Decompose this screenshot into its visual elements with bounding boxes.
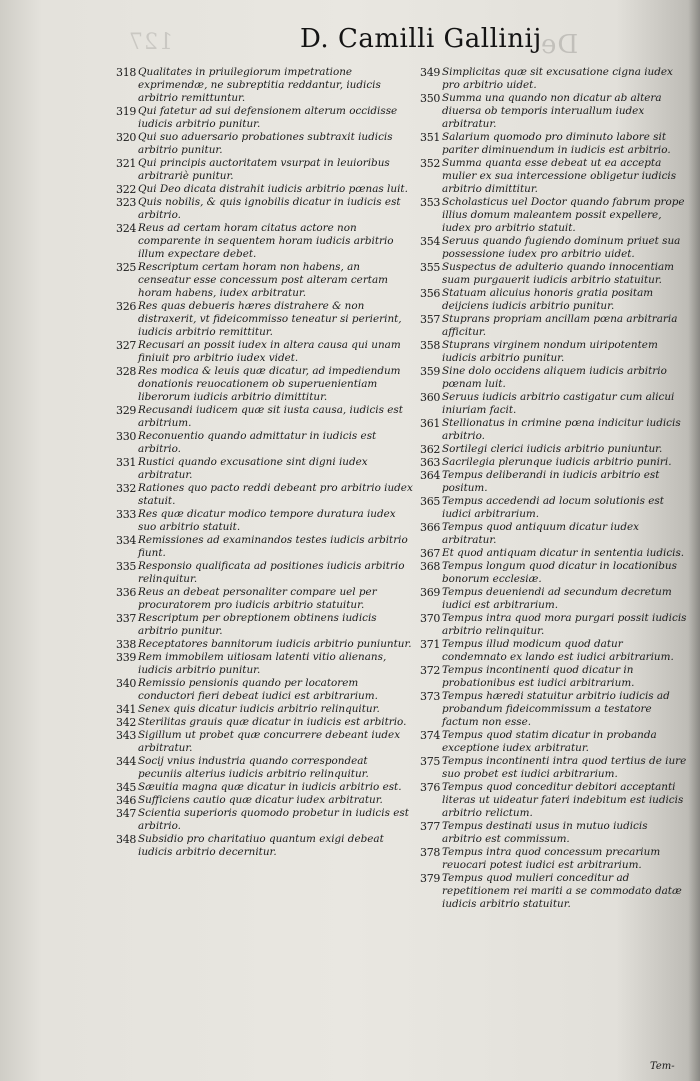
index-entry (116, 703, 414, 716)
entry-number: 348 (116, 833, 137, 846)
entry-number: 375 (420, 755, 441, 768)
entry-text: Salarium quomodo pro diminuto labore sit pariter diminuendum in iudicis est arbitrio. (442, 131, 671, 156)
entry-number: 358 (420, 339, 441, 352)
index-entry (420, 846, 690, 872)
index-entry (116, 105, 414, 131)
entry-number: 363 (420, 456, 441, 469)
running-head: D. Camilli Gallinij (300, 24, 542, 54)
entry-text: Summa quanta esse debeat ut ea accepta mulier ex sua intercessione obligetur iudicis arbitrio dimittitur. (442, 157, 677, 195)
entry-text: Tempus hæredi statuitur arbitrio iudicis ad probandum fideicommissum a testatore factum non esse. (442, 690, 670, 728)
entry-text: Remissiones ad examinandos testes iudicis arbitrio fiunt. (138, 534, 408, 559)
entry-number: 372 (420, 664, 441, 677)
catchword: Tem- (650, 1061, 675, 1072)
index-entry (116, 586, 414, 612)
entry-number: 338 (116, 638, 137, 651)
entry-text: Stuprans propriam ancillam pœna arbitraria afficitur. (442, 313, 678, 338)
entry-number: 360 (420, 391, 441, 404)
index-entry (116, 807, 414, 833)
entry-number: 366 (420, 521, 441, 534)
entry-number: 356 (420, 287, 441, 300)
index-entry (116, 729, 414, 755)
index-entry (116, 833, 414, 859)
index-entry (420, 157, 690, 196)
entry-text: Tempus incontinenti quod dicatur in probationibus est iudici arbitrarium. (442, 664, 635, 689)
entry-number: 327 (116, 339, 137, 352)
entry-number: 378 (420, 846, 441, 859)
entry-number: 354 (420, 235, 441, 248)
index-entry (420, 690, 690, 729)
entry-number: 351 (420, 131, 441, 144)
entry-number: 369 (420, 586, 441, 599)
index-entry (116, 183, 414, 196)
entry-text: Et quod antiquam dicatur in sententia iudicis. (442, 547, 685, 559)
entry-number: 345 (116, 781, 137, 794)
index-entry (116, 300, 414, 339)
entry-text: Tempus quod mulieri conceditur ad repetitionem rei mariti a se commodato datæ iudicis arbitrio statuitur. (442, 872, 682, 910)
entry-text: Tempus deliberandi in iudicis arbitrio est positum. (442, 469, 660, 494)
index-entry (420, 729, 690, 755)
entry-text: Sæuitia magna quæ dicatur in iudicis arbitrio est. (138, 781, 402, 793)
index-entry (116, 716, 414, 729)
entry-text: Tempus destinati usus in mutuo iudicis arbitrio est commissum. (442, 820, 648, 845)
entry-number: 364 (420, 469, 441, 482)
entry-number: 357 (420, 313, 441, 326)
entry-number: 367 (420, 547, 441, 560)
entry-number: 341 (116, 703, 137, 716)
entry-text: Tempus incontinenti intra quod tertius de iure suo probet est iudici arbitrarium. (442, 755, 687, 780)
entry-number: 368 (420, 560, 441, 573)
index-entry (116, 534, 414, 560)
entry-text: Rescriptum certam horam non habens, an censeatur esse concessum post alteram certam horam habens, iudex arbitratur. (138, 261, 389, 299)
index-entry (420, 755, 690, 781)
index-entry (116, 677, 414, 703)
index-entry (116, 404, 414, 430)
entry-text: Recusandi iudicem quæ sit iusta causa, iudicis est arbitrium. (138, 404, 403, 429)
index-entry (420, 469, 690, 495)
index-entry (116, 365, 414, 404)
entry-text: Tempus accedendi ad locum solutionis est iudici arbitrarium. (442, 495, 664, 520)
entry-number: 370 (420, 612, 441, 625)
entry-text: Sufficiens cautio quæ dicatur iudex arbitratur. (138, 794, 383, 806)
index-entry (116, 482, 414, 508)
entry-text: Res modica & leuis quæ dicatur, ad impediendum donationis reuocationem ob superuenientiam liberorum iudicis arbitrio dimittitur. (138, 365, 401, 403)
entry-number: 336 (116, 586, 137, 599)
index-entry (116, 131, 414, 157)
index-entry (420, 261, 690, 287)
entry-text: Responsio qualificata ad positiones iudicis arbitrio relinquitur. (138, 560, 405, 585)
entry-number: 328 (116, 365, 137, 378)
index-entry (116, 638, 414, 651)
index-entry (116, 196, 414, 222)
index-entry (420, 313, 690, 339)
index-entry (116, 508, 414, 534)
entry-text: Qui suo aduersario probationes subtraxit iudicis arbitrio punitur. (138, 131, 393, 156)
entry-text: Scientia superioris quomodo probetur in iudicis est arbitrio. (138, 807, 409, 832)
entry-text: Rustici quando excusatione sint digni iudex arbitratur. (138, 456, 368, 481)
entry-number: 365 (420, 495, 441, 508)
entry-number: 371 (420, 638, 441, 651)
entry-text: Qui Deo dicata distrahit iudicis arbitrio pœnas luit. (138, 183, 408, 195)
index-entry (420, 417, 690, 443)
entry-number: 324 (116, 222, 137, 235)
entry-number: 350 (420, 92, 441, 105)
entry-text: Tempus intra quod mora purgari possit iudicis arbitrio relinquitur. (442, 612, 687, 637)
index-entry (420, 547, 690, 560)
index-entry (116, 157, 414, 183)
index-entry (420, 638, 690, 664)
entry-text: Socij vnius industria quando correspondeat pecuniis alterius iudicis arbitrio relinquitur. (138, 755, 369, 780)
index-entry (116, 66, 414, 105)
index-entry (420, 339, 690, 365)
index-entry (116, 560, 414, 586)
entry-text: Scholasticus uel Doctor quando fabrum prope illius domum maleantem possit expellere, iudex pro arbitrio statuit. (442, 196, 685, 234)
entry-number: 376 (420, 781, 441, 794)
entry-number: 334 (116, 534, 137, 547)
index-entry (420, 66, 690, 92)
index-entry (116, 651, 414, 677)
index-entry (420, 820, 690, 846)
entry-number: 377 (420, 820, 441, 833)
entry-text: Tempus illud modicum quod datur condemnato ex lando est iudici arbitrarium. (442, 638, 674, 663)
index-entry (116, 261, 414, 300)
entry-text: Res quas debueris hæres distrahere & non distraxerit, vt fideicommisso teneatur si perierint, iudicis arbitrio remittitur. (138, 300, 402, 338)
entry-number: 344 (116, 755, 137, 768)
entry-text: Sigillum ut probet quæ concurrere debeant iudex arbitratur. (138, 729, 401, 754)
gutter-shadow (688, 0, 700, 1081)
index-entry (420, 196, 690, 235)
entry-text: Remissio pensionis quando per locatorem conductori fieri debeat iudici est arbitrarium. (138, 677, 378, 702)
entry-text: Sterilitas grauis quæ dicatur in iudicis est arbitrio. (138, 716, 407, 728)
index-entry (420, 235, 690, 261)
index-entry (116, 755, 414, 781)
entry-text: Qui fatetur ad sui defensionem alterum occidisse iudicis arbitrio punitur. (138, 105, 398, 130)
entry-text: Tempus longum quod dicatur in locationibus bonorum ecclesiæ. (442, 560, 677, 585)
entry-text: Tempus quod statim dicatur in probanda exceptione iudex arbitratur. (442, 729, 657, 754)
index-entry (420, 521, 690, 547)
index-entry (420, 131, 690, 157)
entry-number: 340 (116, 677, 137, 690)
entry-text: Qualitates in priuilegiorum impetratione exprimendæ, ne subreptitia reddantur, iudicis arbitrio remittuntur. (138, 66, 381, 104)
entry-text: Qui principis auctoritatem vsurpat in leuioribus arbitrariè punitur. (138, 157, 390, 182)
entry-text: Simplicitas quæ sit excusatione cigna iudex pro arbitrio uidet. (442, 66, 673, 91)
entry-number: 331 (116, 456, 137, 469)
index-entry (420, 365, 690, 391)
entry-number: 342 (116, 716, 137, 729)
entry-text: Reconuentio quando admittatur in iudicis est arbitrio. (138, 430, 377, 455)
index-entry (116, 781, 414, 794)
index-entry (420, 391, 690, 417)
entry-number: 339 (116, 651, 137, 664)
index-entry (420, 495, 690, 521)
entry-number: 320 (116, 131, 137, 144)
entry-number: 355 (420, 261, 441, 274)
entry-number: 335 (116, 560, 137, 573)
entry-number: 347 (116, 807, 137, 820)
index-entry (116, 612, 414, 638)
entry-text: Sacrilegia plerunque iudicis arbitrio puniri. (442, 456, 672, 468)
entry-text: Seruus quando fugiendo dominum priuet sua possessione iudex pro arbitrio uidet. (442, 235, 681, 260)
index-entry (420, 456, 690, 469)
entry-number: 318 (116, 66, 137, 79)
entry-text: Quis nobilis, & quis ignobilis dicatur in iudicis est arbitrio. (138, 196, 401, 221)
entry-number: 329 (116, 404, 137, 417)
entry-number: 361 (420, 417, 441, 430)
entry-text: Seruus iudicis arbitrio castigatur cum alicui iniuriam facit. (442, 391, 675, 416)
entry-number: 362 (420, 443, 441, 456)
entry-text: Res quæ dicatur modico tempore duratura iudex suo arbitrio statuit. (138, 508, 396, 533)
index-entry (116, 430, 414, 456)
entry-text: Tempus quod antiquum dicatur iudex arbitratur. (442, 521, 640, 546)
index-entry (116, 794, 414, 807)
entry-text: Tempus intra quod concessum precarium reuocari potest iudici est arbitrarium. (442, 846, 661, 871)
index-entry (420, 586, 690, 612)
entry-text: Rem immobilem uitiosam latenti vitio alienans, iudicis arbitrio punitur. (138, 651, 387, 676)
index-entry (420, 664, 690, 690)
entry-text: Tempus quod conceditur debitori acceptanti literas ut uideatur fateri indebitum est iudicis arbitrio relictum. (442, 781, 684, 819)
entry-number: 352 (420, 157, 441, 170)
entry-text: Stuprans virginem nondum uiripotentem iudicis arbitrio punitur. (442, 339, 658, 364)
entry-number: 333 (116, 508, 137, 521)
index-entry (420, 781, 690, 820)
entry-text: Rescriptum per obreptionem obtinens iudicis arbitrio punitur. (138, 612, 377, 637)
index-entry (116, 222, 414, 261)
entry-number: 325 (116, 261, 137, 274)
entry-text: Summa una quando non dicatur ab altera diuersa ob temporis interuallum iudex arbitratur. (442, 92, 662, 130)
entry-number: 374 (420, 729, 441, 742)
entry-number: 343 (116, 729, 137, 742)
entry-text: Receptatores bannitorum iudicis arbitrio puniuntur. (138, 638, 412, 650)
index-entry (420, 560, 690, 586)
index-entry (420, 872, 690, 911)
index-entry (420, 612, 690, 638)
entry-number: 346 (116, 794, 137, 807)
index-entry (420, 287, 690, 313)
entry-number: 359 (420, 365, 441, 378)
entry-number: 319 (116, 105, 137, 118)
bleed-through-text-left: 127 (128, 30, 173, 55)
index-entry (116, 456, 414, 482)
entry-number: 322 (116, 183, 137, 196)
entry-number: 349 (420, 66, 441, 79)
index-entry (420, 443, 690, 456)
entry-text: Reus an debeat personaliter compare uel per procuratorem pro iudicis arbitrio statuitur. (138, 586, 377, 611)
entry-text: Senex quis dicatur iudicis arbitrio relinquitur. (138, 703, 380, 715)
entry-text: Stellionatus in crimine pœna indicitur iudicis arbitrio. (442, 417, 681, 442)
entry-number: 321 (116, 157, 137, 170)
entry-number: 330 (116, 430, 137, 443)
entry-text: Sine dolo occidens aliquem iudicis arbitrio pœnam luit. (442, 365, 667, 390)
entry-text: Sortilegi clerici iudicis arbitrio puniuntur. (442, 443, 663, 455)
index-entry (116, 339, 414, 365)
entry-text: Suspectus de adulterio quando innocentiam suam purgauerit iudicis arbitrio statuitur. (442, 261, 675, 286)
entry-number: 332 (116, 482, 137, 495)
index-entry (420, 92, 690, 131)
entry-text: Recusari an possit iudex in altera causa qui unam finiuit pro arbitrio iudex videt. (138, 339, 401, 364)
entry-text: Statuam alicuius honoris gratia positam deijciens iudicis arbitrio punitur. (442, 287, 654, 312)
entry-number: 337 (116, 612, 137, 625)
entry-text: Rationes quo pacto reddi debeant pro arbitrio iudex statuit. (138, 482, 413, 507)
entry-number: 373 (420, 690, 441, 703)
entry-number: 353 (420, 196, 441, 209)
right-column (420, 66, 690, 911)
entry-number: 379 (420, 872, 441, 885)
entry-text: Subsidio pro charitatiuo quantum exigi debeat iudicis arbitrio decernitur. (138, 833, 384, 858)
entry-text: Tempus deueniendi ad secundum decretum iudici est arbitrarium. (442, 586, 672, 611)
left-column (116, 66, 414, 859)
entry-number: 326 (116, 300, 137, 313)
entry-text: Reus ad certam horam citatus actore non comparente in sequentem horam iudicis arbitrio illum expectare debet. (138, 222, 394, 260)
entry-number: 323 (116, 196, 137, 209)
bleed-through-text-right: De (540, 30, 579, 60)
